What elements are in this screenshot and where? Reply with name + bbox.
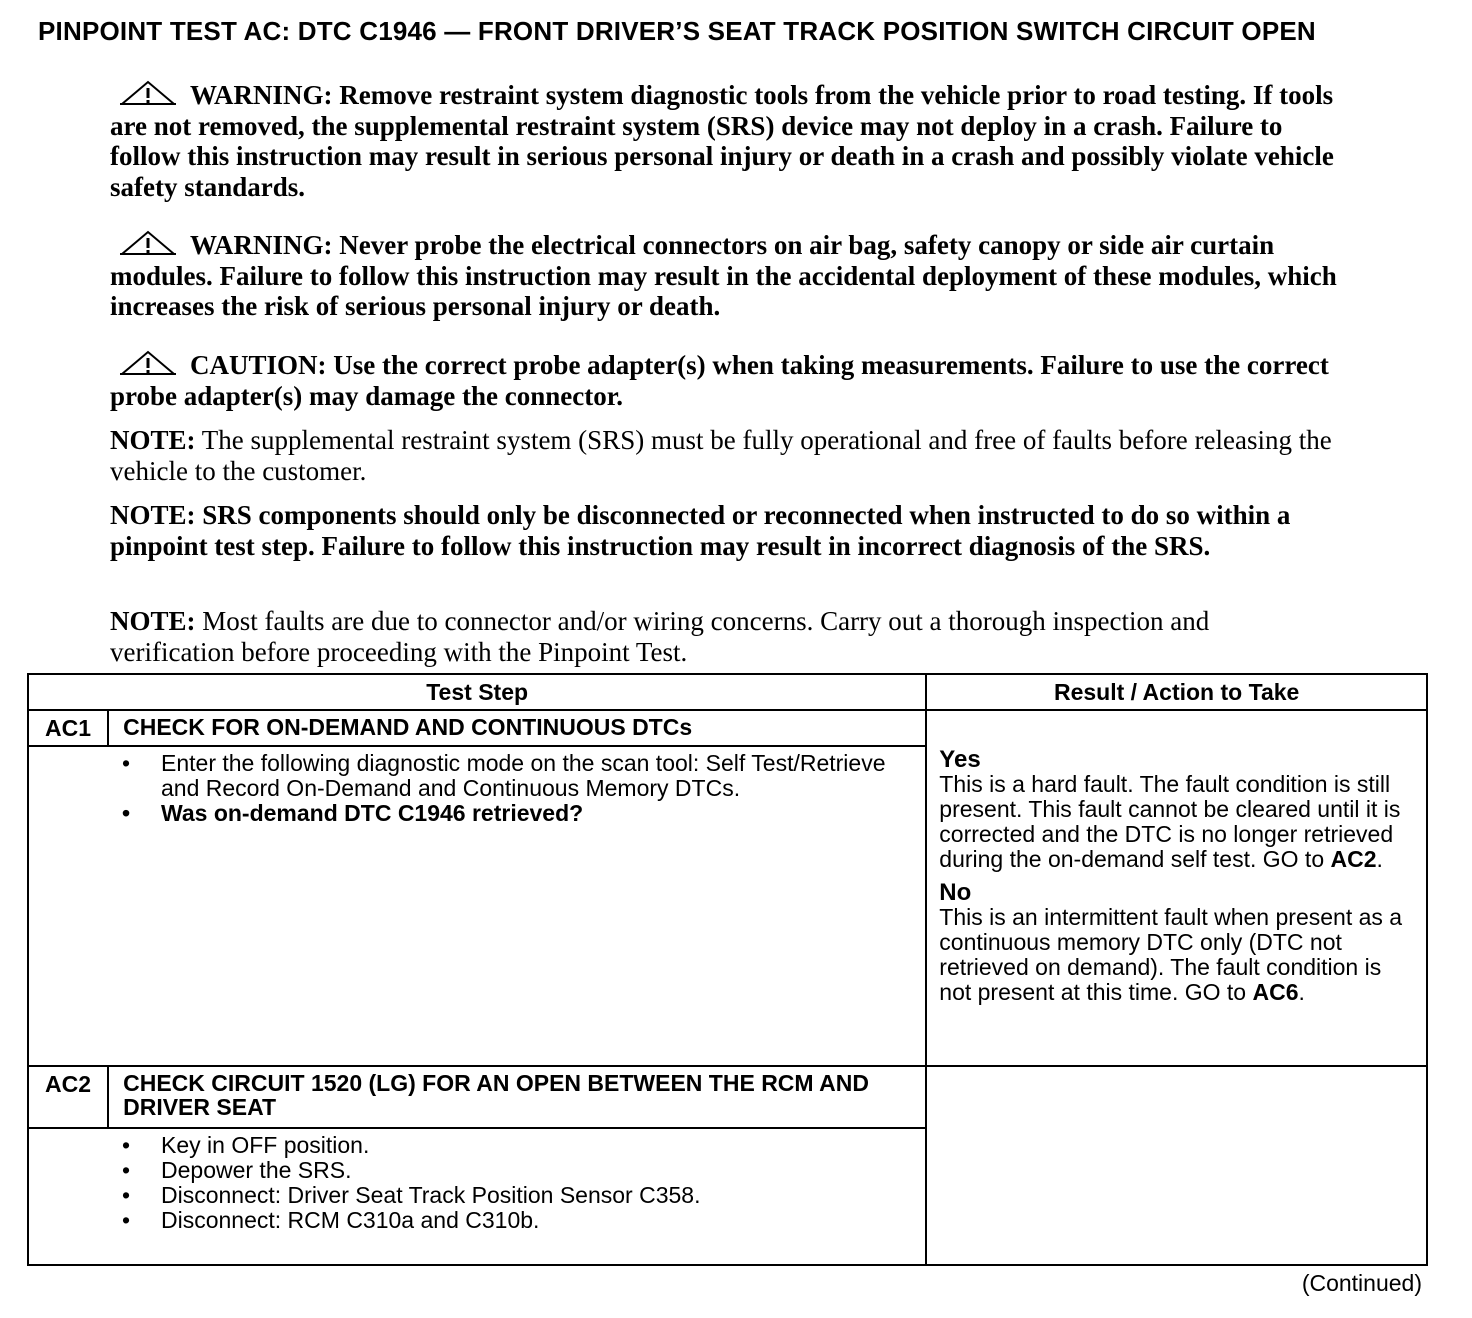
result-yes-label: Yes <box>939 746 981 773</box>
table-row <box>28 710 1427 746</box>
warning-text: Never probe the electrical connectors on air bag, safety canopy or side air curtain modules. Failure to follow this instruction may result in the accidental deployment of these modules, which increases the risk of serious personal injury or death. <box>110 230 1337 321</box>
list-item: • Enter the following diagnostic mode on the scan tool: Self Test/Retrieve and Record On-Demand and Continuous Memory DTCs. <box>122 750 886 801</box>
result-no-text: This is an intermittent fault when present as a continuous memory DTC only (DTC not retrieved on demand). The fault condition is not present at this time. GO to <box>939 904 1403 1005</box>
list-item: • Disconnect: RCM C310a and C310b. <box>122 1207 540 1233</box>
list-item: • Depower the SRS. <box>122 1157 352 1183</box>
warning-triangle-icon <box>120 350 176 376</box>
bullet-icon: • <box>122 1182 131 1208</box>
bullet-icon: • <box>122 1132 131 1158</box>
result-yes-text: This is a hard fault. The fault condition is still present. This fault cannot be cleared until it is corrected and the DTC is no longer retrieved during the on-demand self test. GO to <box>939 771 1401 872</box>
bullet-icon: • <box>122 800 131 826</box>
header-test-step: Test Step <box>28 674 926 710</box>
step-title-ac1: CHECK FOR ON-DEMAND AND CONTINUOUS DTCs <box>108 710 926 746</box>
step-bullet-list <box>29 747 925 826</box>
warning-label: WARNING: <box>190 230 333 260</box>
note-text: The supplemental restraint system (SRS) must be fully operational and free of faults before releasing the vehicle to the customer. <box>110 425 1332 486</box>
result-cell-ac2 <box>926 1066 1427 1265</box>
bullet-icon: • <box>122 1157 131 1183</box>
note-text: Most faults are due to connector and/or wiring concerns. Carry out a thorough inspection and verification before proceeding with the Pinpoint Test. <box>110 606 1210 667</box>
table-row <box>28 1066 1427 1128</box>
page-title: PINPOINT TEST AC: DTC C1946 — FRONT DRIVER’S SEAT TRACK POSITION SWITCH CIRCUIT OPEN <box>38 16 1316 46</box>
caution-label: CAUTION: <box>190 350 327 380</box>
warning-notice-2 <box>110 230 1340 322</box>
list-item: • Disconnect: Driver Seat Track Position Sensor C358. <box>122 1182 701 1208</box>
note-label: NOTE: <box>110 606 196 636</box>
note-3 <box>110 606 1340 667</box>
list-item: • Was on-demand DTC C1946 retrieved? <box>122 800 584 826</box>
note-label: NOTE: <box>110 500 196 530</box>
warning-notice-1 <box>110 80 1340 202</box>
note-1 <box>110 425 1340 486</box>
step-body-ac1 <box>28 746 926 1066</box>
result-no-label: No <box>939 879 972 906</box>
step-id-ac1: AC1 <box>28 710 108 746</box>
table-header-row <box>28 674 1427 710</box>
goto-link-ac2[interactable]: AC2 <box>1330 846 1377 872</box>
caution-text: Use the correct probe adapter(s) when taking measurements. Failure to use the correct probe adapter(s) may damage the connector. <box>110 350 1329 411</box>
caution-notice <box>110 350 1340 411</box>
bullet-icon: • <box>122 750 131 776</box>
warning-triangle-icon <box>120 230 176 256</box>
continued-label: (Continued) <box>1301 1270 1422 1296</box>
step-body-ac2 <box>28 1128 926 1265</box>
bullet-icon: • <box>122 1207 131 1233</box>
pinpoint-test-table <box>27 673 1428 1266</box>
note-text: SRS components should only be disconnected or reconnected when instructed to do so within a pinpoint test step. Failure to follow this instruction may result in incorrect diagnosis of the SRS. <box>110 500 1291 561</box>
result-cell-ac1: Yes This is a hard fault. The fault condition is still present. This fault cannot be cleared until it is corrected and the DTC is no longer retrieved during the on-demand self test. GO to AC2. No This is an intermittent fault when present as a continuous memory DTC only (DTC not retrieved on demand). The fault condition is not present at this time. GO to AC6. <box>926 710 1427 1066</box>
warning-text: Remove restraint system diagnostic tools from the vehicle prior to road testing. If tools are not removed, the supplemental restraint system (SRS) device may not deploy in a crash. Failure to follow this instruction may result in serious personal injury or death in a crash and possibly violate vehicle safety standards. <box>110 80 1334 202</box>
note-2 <box>110 500 1340 561</box>
warning-triangle-icon <box>120 80 176 106</box>
step-id-ac2: AC2 <box>28 1066 108 1128</box>
goto-link-ac6[interactable]: AC6 <box>1252 979 1299 1005</box>
header-result-action: Result / Action to Take <box>926 674 1427 710</box>
list-item: • Key in OFF position. <box>122 1132 370 1158</box>
step-title-ac2: CHECK CIRCUIT 1520 (LG) FOR AN OPEN BETWEEN THE RCM AND DRIVER SEAT <box>108 1066 926 1128</box>
step-bullet-list <box>29 1129 925 1233</box>
warning-label: WARNING: <box>190 80 333 110</box>
note-label: NOTE: <box>110 425 196 455</box>
